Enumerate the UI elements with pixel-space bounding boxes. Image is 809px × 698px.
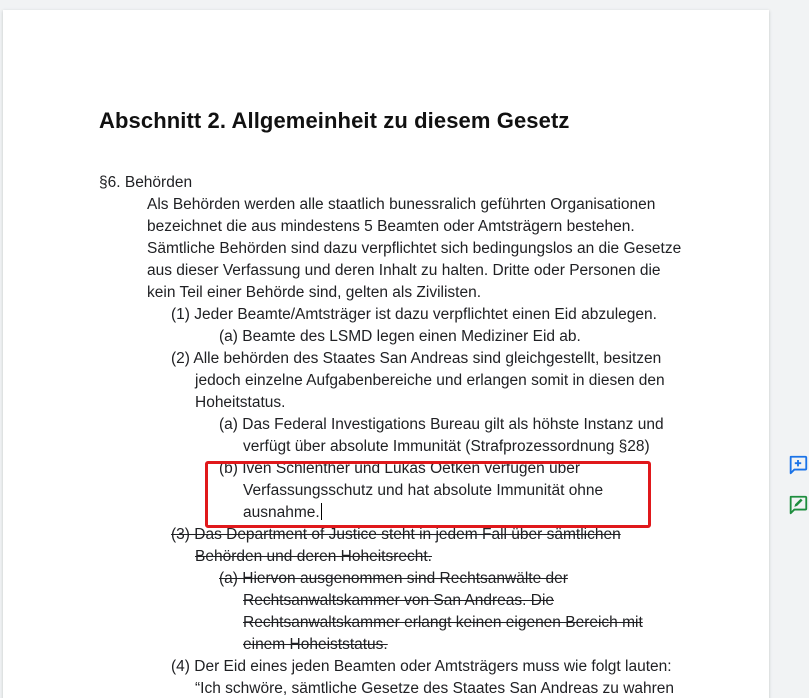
list-item-2a[interactable]: (a) Das Federal Investigations Bureau gilt als höhste Instanz und <box>219 416 664 433</box>
section-heading[interactable]: Abschnitt 2. Allgemeinheit zu diesem Gesetz <box>99 108 570 133</box>
list-item-2[interactable]: (2) Alle behörden des Staates San Andreas sind gleichgestellt, besitzen <box>171 350 662 367</box>
list-item-2-cont[interactable]: Hoheitstatus. <box>195 394 286 411</box>
list-item-3a-struck[interactable]: (a) Hiervon ausgenommen sind Rechtsanwälte der <box>219 570 568 587</box>
body-line[interactable]: aus dieser Verfassung und deren Inhalt zu halten. Dritte oder Personen die <box>147 262 661 279</box>
list-item-4[interactable]: (4) Der Eid eines jeden Beamten oder Amtsträgers muss wie folgt lauten: <box>171 658 672 675</box>
list-item-2b[interactable]: (b) Iven Schlenther und Lukas Oetken verfügen über <box>219 460 581 477</box>
body-line[interactable]: bezeichnet die aus mindestens 5 Beamten oder Amtsträgern bestehen. <box>147 218 635 235</box>
list-item-2b-end: ausnahme. <box>243 504 320 521</box>
list-item-3a-struck-cont[interactable]: Rechtsanwaltskammer von San Andreas. Die <box>243 592 555 609</box>
list-item-3a-struck-cont[interactable]: Rechtsanwaltskammer erlangt keinen eigenen Bereich mit <box>243 614 643 631</box>
body-line[interactable]: kein Teil einer Behörde sind, gelten als Zivilisten. <box>147 284 482 301</box>
list-item-2-cont[interactable]: jedoch einzelne Aufgabenbereiche und erlangen somit in diesen den <box>195 372 665 389</box>
list-item-1a[interactable]: (a) Beamte des LSMD legen einen Mediziner Eid ab. <box>219 328 581 345</box>
suggest-edit-icon <box>787 494 809 516</box>
list-item-3-struck[interactable]: (3) Das Department of Justice steht in jedem Fall über sämtlichen <box>171 526 621 543</box>
list-item-2a-cont[interactable]: verfügt über absolute Immunität (Strafprozessordnung §28) <box>243 438 650 455</box>
add-comment-icon <box>787 454 809 476</box>
list-item-1[interactable]: (1) Jeder Beamte/Amtsträger ist dazu verpflichtet einen Eid abzulegen. <box>171 306 657 323</box>
body-line[interactable]: Sämtliche Behörden sind dazu verpflichtet sich bedingungslos an die Gesetze <box>147 240 682 257</box>
list-item-2b-cont[interactable]: Verfassungsschutz und hat absolute Immunität ohne <box>243 482 604 499</box>
paragraph-title[interactable]: §6. Behörden <box>99 174 193 191</box>
suggest-edit-button[interactable] <box>783 490 809 520</box>
highlight-box <box>205 461 651 528</box>
body-line[interactable]: Als Behörden werden alle staatlich bunessralich geführten Organisationen <box>147 196 656 213</box>
add-comment-button[interactable] <box>783 450 809 480</box>
list-item-4-cont[interactable]: “Ich schwöre, sämtliche Gesetze des Staates San Andreas zu wahren <box>195 680 675 697</box>
list-item-3-struck-cont[interactable]: Behörden und deren Hoheitsrecht. <box>195 548 432 565</box>
list-item-3a-struck-cont[interactable]: einem Hoheiststatus. <box>243 636 388 653</box>
